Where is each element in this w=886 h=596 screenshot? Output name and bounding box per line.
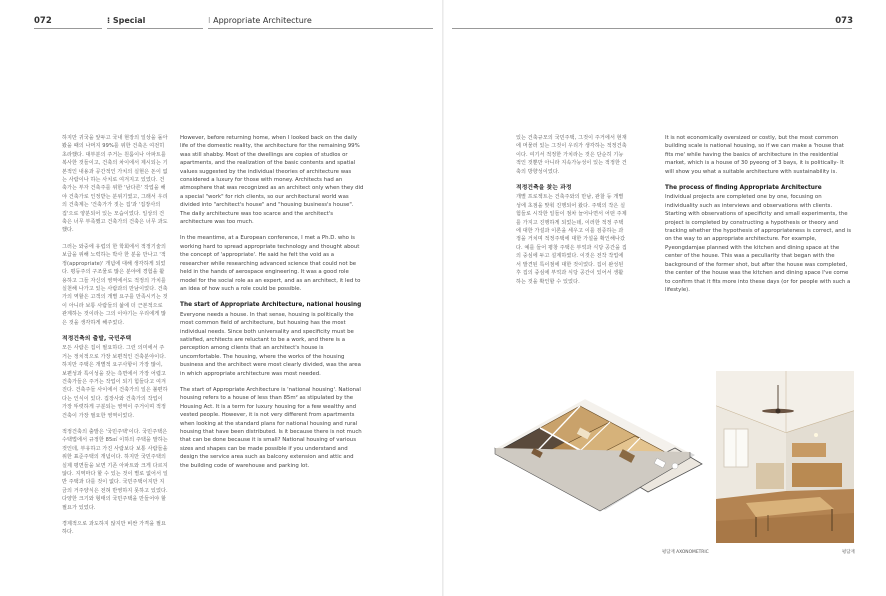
subheading: 적정건축의 출발, 국민주택 [62,335,132,342]
paragraph: It is not economically oversized or costly, but the most common building scale is national housing, so if we can make a 'house that fits me' while having the basics of architecture in the residential market, which is a house of 30 pyeong of 3 bays, it is politically- It will show you what a suitable architecture with sustainability is. [665,135,844,175]
subheading: The process of finding Appropriate Architecture [665,185,822,192]
section-label [107,16,145,25]
right-page-number: 073 [835,16,853,26]
paragraph: Individual projects are completed one by one, focusing on individuality such as interviews and observations with clients. Starting with observations of specificity and small experiments, the project is completed by constructing a hypothesis or theory and tracking whether the hypothesis of appropriateness is correct, and is on the way to an appropriate architecture. For example, Pyeongdamjae planned with the kitchen and dining space at the center of the house. This was a peculiarity that began with the background of the former shot, but after the house was completed, the center of the house was the kitchen and dining space I've come to confirm that it fits more into these days (or for people with such a lifestyle). [665,194,852,293]
paragraph: In the meantime, at a European conference, I met a Ph.D. who is working hard to spread appropriate technology and thought about the concept of 'appropriate'. He said he felt the void as a researcher while researching advanced science that could not be held in the hands of aerospace engineering. It was a good role model for the social role as an expert, and as an architect, it led to an idea of how such a role could be possible. [180,235,361,292]
paragraph: Everyone needs a house. In that sense, housing is politically the most common field of architecture, but housing has the most individual needs. Since both universality and specificity must be satisfied, architects are reluctant to be a work, and there is a perception among clients that an architect's house is uncomfortable. The housing, where the works of the housing business and the architect were most clearly divided, was the area in which appropriate architecture was most needed. [180,311,361,377]
header-rule [208,28,433,29]
header-rule [452,28,852,29]
interior-photo-illustration [716,371,854,543]
section-title: Special [112,16,146,25]
interior-photo [716,371,854,543]
axonometric-caption: 평담재 AXONOMETRIC [662,550,709,555]
subheading: The start of Appropriate Architecture, national housing [180,302,362,309]
paragraph: 적정건축의 출발은 '국민주택'이다. 국민주택은 수택법에서 규정한 85㎡ 이하의 주택을 말하는 것인데, 부유하고 가진 사람보다 보통 사람들을 위한 표준주택의 개념이다. 하지만 국민주택의 실제 평면들을 보면 기존 아파트와 크게 다르지 않다. 지역마다 할 수 있는 것이 별로 없어서 일반 주택과 다를 것이 없다. 국민주택이지만 지금의 거주양식은 전혀 반영하지 못하고 있었다. 다양한 크기와 형태의 국민주택을 만들어야 할 필요가 있었다. [62,429,168,511]
paragraph: 그러는 와중에 유럽의 한 학회에서 적정기술의 보급을 위해 노력하는 박사 한 분을 만나고 '적정(appropriate)' 개념에 대해 생각하게 되었다. 평등주의 구조물로 많은 분야에 경험을 활용하고 그들 자신의 영역에서도 적정의 가치를 실천해 나가고 있는 사람과의 만남이었다. 건축가의 역할은 고객의 개별 요구를 만족시키는 것이 아니라 보통 사람들의 삶에 더 근본적으로 관계하는 것이라는 그의 이야기는 우리에게 많은 것을 생각하게 해주었다. [62,243,168,326]
paragraph: 모든 사람은 집이 필요하다. 그런 의미에서 주거는 정치적으로 가장 보편적인 건축분야이다. 하지만 주택은 개별적 요구사항이 가장 많이, 보편성과 특이성을 갖는 측면에서 가장 어렵고 건축가들은 주거는 작업이 되기 힘들다고 여겨진다. 건축주들 사이에서 건축가의 일은 불편하다는 인식이 있다. 집장사와 건축가의 작업이 가장 뚜렷하게 구분되는 영역이 주거이며 적정건축이 가장 필요한 영역이었다. [62,345,168,419]
korean-column-left [62,134,168,545]
korean-column-right [516,134,628,294]
english-column-right [665,134,853,302]
axonometric-illustration [470,380,710,535]
paragraph: However, before returning home, when I looked back on the daily life of the domestic reality, the architecture for the remaining 99% was still shabby. Most of the dwellings are copies of studios or apartments, and the realization of the basic contents and spatial values suggested by the individual theories of architecture was considered a luxury for those with money. Architects had an atmosphere that was recognized as an architect only when they did a special "work" for rich clients, so our architectural world was divided into "architect's house" and "housing business's house". The daily architecture was too scarce and the architect's architecture was too much. [180,135,364,226]
photo-caption: 평담재 [842,550,855,555]
axonometric-drawing [470,380,710,535]
book-spine [442,0,444,596]
header-rule [34,28,102,29]
paragraph: 하지만 귀국을 앞두고 국내 현장의 일상을 돌아봤을 때의 나머지 99%를 위한 건축은 여전히 초라했다. 대부분의 주거는 원룸이나 아파트를 복사한 것들이고, 건축의 차이에서 제시되는 기본적인 내용과 공간적인 가치의 실현은 돈이 없는 사람이나 하는 사치로 여겨지고 있었다. 건축가는 부자 건축주를 위한 '남다른' 작업을 해야 건축가로 인정받는 분위기였고, 그래서 우리의 건축계는 '건축가가 짓는 집'과 '집장사의 집'으로 양분되어 있는 모습이었다. 일상의 건축은 너무 부족했고 건축가의 건축은 너무 과도했다. [62,135,168,234]
paragraph: 개별 프로젝트는 건축주와의 만남, 관찰 등 개별성에 초점을 맞춰 진행되어 왔다. 주택의 작은 실험들로 시작한 일들이 점차 늘어나면서 어떤 주제를 가지고 진행하게 되었는데, 이러한 적정 주택에 대한 가설과 이론을 세우고 이를 검증하는 과정을 거치며 적정주택에 대한 가설을 확인해나갔다. 예를 들어 평창 주택은 부엌과 식당 공간을 집의 중심에 두고 설계하였다. 이것은 전작 작업에서 발견된 특이점에 대한 것이었다. 집이 완성된 후 집의 중심에 부엌과 식당 공간이 있어서 생활하는 것을 확인할 수 있었다. [516,194,627,285]
paragraph: 있는 건축규모의 국민주택, 그것이 주거에서 현재에 머물러 있는 그것이 우리가 생각하는 적정건축이다. 여기서 적정한 가치라는 것은 단순히 기능적인 것뿐만 아니라 지속가능성이 있는 적정한 건축의 방향성이었다. [516,135,627,175]
paragraph: 경제적으로 과도하지 않지만 비싼 가격을 필요하다. [62,521,166,536]
topic-title: Appropriate Architecture [213,16,312,25]
paragraph: The start of Appropriate Architecture is 'national housing'. National housing refers to a house of less than 85m² as stipulated by the Housing Act. It is a term for luxury housing for a few wealthy and vested people. However, it is not very different from apartments when looking at the standard plans for national housing and rural housing that have been distributed. Is it because there is not much that can be done because it is small? National housing of various sizes and shapes can be made possible if you understand and design the service area such as balcony extension and attic and the building code of warehouse and parking lot. [180,386,362,469]
section-mark: ⁝ [107,16,111,25]
topic-mark: ⁝ [208,16,211,25]
topic-label [208,16,312,25]
left-page-number: 072 [34,16,52,26]
subheading: 적정건축을 찾는 과정 [516,185,572,192]
english-column-left [180,134,364,478]
header-rule [107,28,203,29]
